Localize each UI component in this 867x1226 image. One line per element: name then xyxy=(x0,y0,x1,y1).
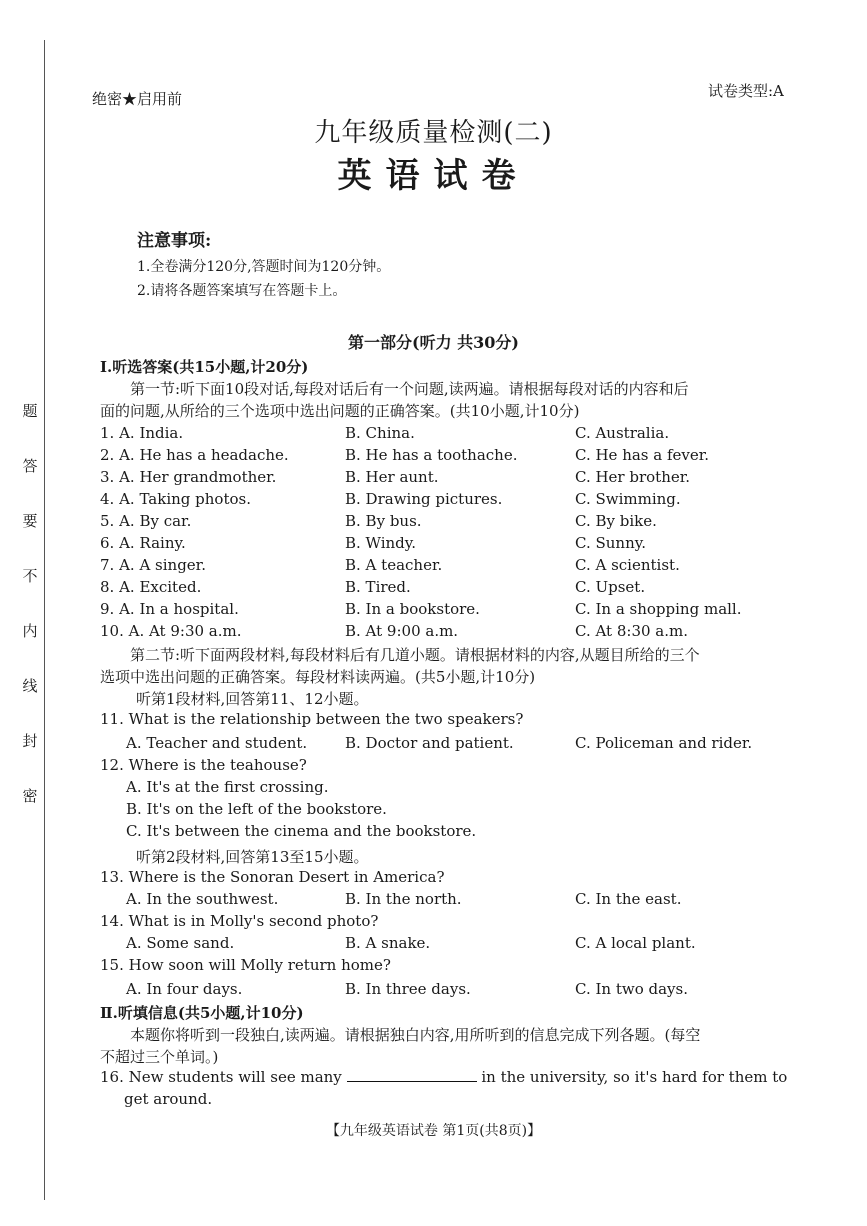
exam-subtitle: 英语试卷 xyxy=(337,156,530,196)
option-b: B. Drawing pictures. xyxy=(345,490,503,508)
fill-in-question xyxy=(100,1068,787,1086)
option-b: B. By bus. xyxy=(345,512,422,530)
exam-title: 九年级质量检测(二) xyxy=(314,118,553,148)
option-b: B. Tired. xyxy=(345,578,411,596)
binding-char: 线 xyxy=(22,677,38,695)
option-c: C. He has a fever. xyxy=(575,446,710,464)
notice-heading: 注意事项: xyxy=(137,231,212,251)
option-a: 7. A. A singer. xyxy=(100,556,206,574)
option-b: B. In a bookstore. xyxy=(345,600,480,618)
option-c: C. Sunny. xyxy=(575,534,646,552)
binding-margin-text xyxy=(20,400,40,806)
option-c: C. In the east. xyxy=(575,890,682,908)
section-intro: 面的问题,从所给的三个选项中选出问题的正确答案。(共10小题,计10分) xyxy=(100,402,580,420)
option-c: C. Upset. xyxy=(575,578,646,596)
option-b: B. In three days. xyxy=(345,980,471,998)
page-footer: 【九年级英语试卷 第1页(共8页)】 xyxy=(325,1123,542,1139)
section-intro: 本题你将听到一段独白,读两遍。请根据独白内容,用所听到的信息完成下列各题。(每空 xyxy=(130,1026,701,1044)
section-title: Ⅱ.听填信息(共5小题,计10分) xyxy=(100,1004,304,1022)
section-intro: 第一节:听下面10段对话,每段对话后有一个问题,读两遍。请根据每段对话的内容和后 xyxy=(130,380,689,398)
part-title: 第一部分(听力 共30分) xyxy=(348,333,519,352)
option-a: 9. A. In a hospital. xyxy=(100,600,239,618)
option-a: 3. A. Her grandmother. xyxy=(100,468,277,486)
option-b: B. A snake. xyxy=(345,934,431,952)
option-b: B. At 9:00 a.m. xyxy=(345,622,459,640)
binding-char: 封 xyxy=(22,732,38,750)
option-a: 2. A. He has a headache. xyxy=(100,446,289,464)
binding-line xyxy=(44,40,45,1200)
option-b: B. A teacher. xyxy=(345,556,443,574)
section-intro: 第二节:听下面两段材料,每段材料后有几道小题。请根据材料的内容,从题目所给的三个 xyxy=(130,646,700,664)
question-stem: 12. Where is the teahouse? xyxy=(100,756,307,774)
option-a: 8. A. Excited. xyxy=(100,578,202,596)
option-a: A. It's at the first crossing. xyxy=(126,778,329,796)
material-instruction: 听第2段材料,回答第13至15小题。 xyxy=(136,848,369,866)
option-a: 6. A. Rainy. xyxy=(100,534,186,552)
material-instruction: 听第1段材料,回答第11、12小题。 xyxy=(136,690,369,708)
option-b: B. In the north. xyxy=(345,890,462,908)
option-b: B. China. xyxy=(345,424,415,442)
answer-blank xyxy=(347,1069,477,1082)
option-a: A. In four days. xyxy=(126,980,243,998)
question-stem: 11. What is the relationship between the two speakers? xyxy=(100,710,524,728)
option-a: 10. A. At 9:30 a.m. xyxy=(100,622,242,640)
question-stem: 15. How soon will Molly return home? xyxy=(100,956,391,974)
binding-char: 题 xyxy=(22,402,38,420)
paper-type-label: 试卷类型:A xyxy=(708,82,784,100)
section-intro: 不超过三个单词。) xyxy=(100,1048,219,1066)
option-b: B. Doctor and patient. xyxy=(345,734,514,752)
question-text: in the university, so it's hard for them to xyxy=(481,1068,788,1086)
confidential-label: 绝密★启用前 xyxy=(92,90,183,108)
binding-char: 不 xyxy=(22,567,38,585)
binding-char: 密 xyxy=(22,787,38,805)
option-c: C. Policeman and rider. xyxy=(575,734,753,752)
option-c: C. By bike. xyxy=(575,512,657,530)
option-a: A. Teacher and student. xyxy=(126,734,308,752)
option-c: C. Her brother. xyxy=(575,468,691,486)
option-b: B. It's on the left of the bookstore. xyxy=(126,800,387,818)
option-a: 5. A. By car. xyxy=(100,512,192,530)
section-intro: 选项中选出问题的正确答案。每段材料读两遍。(共5小题,计10分) xyxy=(100,668,536,686)
question-stem: 13. Where is the Sonoran Desert in America? xyxy=(100,868,445,886)
option-b: B. Her aunt. xyxy=(345,468,439,486)
question-text: get around. xyxy=(124,1090,213,1108)
notice-item: 1.全卷满分120分,答题时间为120分钟。 xyxy=(137,259,391,275)
option-c: C. In a shopping mall. xyxy=(575,600,742,618)
binding-char: 内 xyxy=(22,622,38,640)
option-c: C. A scientist. xyxy=(575,556,680,574)
option-c: C. Australia. xyxy=(575,424,670,442)
option-b: B. Windy. xyxy=(345,534,417,552)
option-c: C. In two days. xyxy=(575,980,688,998)
binding-char: 要 xyxy=(22,512,38,530)
option-c: C. It's between the cinema and the bookstore. xyxy=(126,822,477,840)
option-a: 4. A. Taking photos. xyxy=(100,490,251,508)
option-c: C. Swimming. xyxy=(575,490,681,508)
question-stem: 14. What is in Molly's second photo? xyxy=(100,912,379,930)
option-a: A. Some sand. xyxy=(126,934,235,952)
option-a: A. In the southwest. xyxy=(126,890,279,908)
option-c: C. At 8:30 a.m. xyxy=(575,622,688,640)
option-b: B. He has a toothache. xyxy=(345,446,518,464)
question-text: 16. New students will see many xyxy=(100,1068,342,1086)
option-a: 1. A. India. xyxy=(100,424,184,442)
binding-char: 答 xyxy=(22,457,38,475)
notice-item: 2.请将各题答案填写在答题卡上。 xyxy=(137,283,347,299)
section-title: Ⅰ.听选答案(共15小题,计20分) xyxy=(100,358,309,376)
option-c: C. A local plant. xyxy=(575,934,696,952)
